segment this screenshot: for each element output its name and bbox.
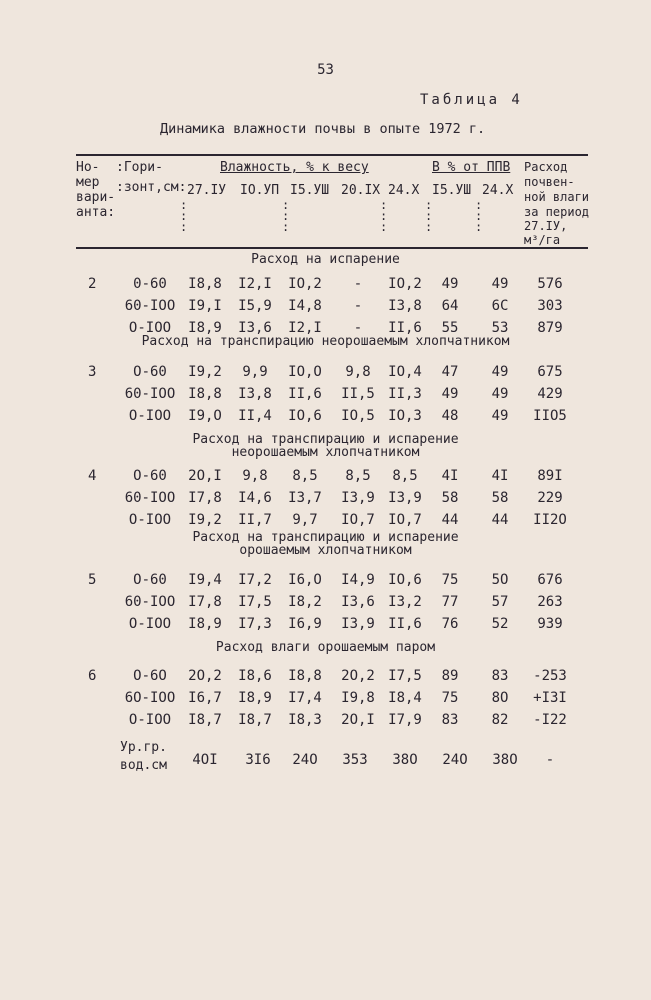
header-variant-2: мер	[76, 175, 100, 190]
value-cell: I3,6	[238, 320, 272, 336]
value-cell: -	[353, 320, 363, 336]
value-cell: 8,5	[292, 468, 318, 484]
value-cell: I8,9	[188, 320, 222, 336]
value-cell: 576	[537, 276, 563, 292]
value-cell: I3,9	[341, 616, 375, 632]
value-cell: I7,8	[188, 594, 222, 610]
value-cell: 2O,2	[341, 668, 375, 684]
header-consumption-2: почвен-	[524, 175, 575, 189]
horizon-cell: O-IOO	[128, 712, 172, 728]
horizon-cell: 60-IOO	[124, 386, 176, 402]
header-separator: : : :	[380, 198, 388, 234]
value-cell: I8,8	[188, 386, 222, 402]
value-cell: I7,3	[238, 616, 272, 632]
value-cell: I8,3	[288, 712, 322, 728]
value-cell: I3,9	[341, 490, 375, 506]
horizon-cell: 60-IOO	[124, 490, 176, 506]
groundwater-value: 3I6	[245, 752, 271, 768]
value-cell: I9,2	[188, 364, 222, 380]
horizon-cell: 60-IOO	[124, 298, 176, 314]
value-cell: I4,9	[341, 572, 375, 588]
value-cell: 58	[441, 490, 459, 506]
table-label: Таблица 4	[420, 92, 523, 108]
variant-number: 4	[88, 468, 97, 484]
value-cell: I7,5	[238, 594, 272, 610]
value-cell: 76	[441, 616, 459, 632]
value-cell: I4,6	[238, 490, 272, 506]
value-cell: IO,5	[341, 408, 375, 424]
value-cell: I8,9	[188, 616, 222, 632]
value-cell: 44	[441, 512, 459, 528]
header-variant-3: вари-	[76, 190, 116, 205]
value-cell: I9,8	[341, 690, 375, 706]
value-cell: 83	[441, 712, 459, 728]
value-cell: IO,4	[388, 364, 422, 380]
value-cell: 6C	[491, 298, 509, 314]
groundwater-value: 38O	[392, 752, 418, 768]
value-cell: II,7	[238, 512, 272, 528]
header-consumption-4: за период	[524, 205, 590, 219]
value-cell: 9,8	[345, 364, 371, 380]
value-cell: 8O	[491, 690, 509, 706]
value-cell: 49	[441, 386, 459, 402]
value-cell: II2O	[533, 512, 567, 528]
value-cell: I7,4	[288, 690, 322, 706]
header-separator: : : :	[425, 198, 433, 234]
value-cell: 57	[491, 594, 509, 610]
value-cell: II,3	[388, 386, 422, 402]
horizon-cell: O-IOO	[128, 320, 172, 336]
section-title: Расход на транспирацию и испарение	[192, 432, 459, 447]
value-cell: I3,8	[238, 386, 272, 402]
horizon-cell: O-IOO	[128, 616, 172, 632]
value-cell: 4I	[491, 468, 509, 484]
value-cell: 9,9	[242, 364, 268, 380]
value-cell: 77	[441, 594, 459, 610]
value-cell: I5,9	[238, 298, 272, 314]
value-cell: II,6	[288, 386, 322, 402]
header-horizon-1: :Гори-	[116, 160, 163, 175]
value-cell: 82	[491, 712, 509, 728]
header-separator: : : :	[180, 198, 188, 234]
value-cell: -	[353, 298, 363, 314]
value-cell: 58	[491, 490, 509, 506]
value-cell: IO,7	[341, 512, 375, 528]
value-cell: 49	[491, 276, 509, 292]
value-cell: 75	[441, 572, 459, 588]
value-cell: I3,9	[388, 490, 422, 506]
horizon-cell: O-60	[133, 364, 167, 380]
header-consumption-1: Расход	[524, 160, 568, 174]
value-cell: 44	[491, 512, 509, 528]
value-cell: I6,9	[288, 616, 322, 632]
value-cell: II,6	[388, 320, 422, 336]
value-cell: II,6	[388, 616, 422, 632]
groundwater-value: 24O	[292, 752, 318, 768]
value-cell: 8,5	[345, 468, 371, 484]
section-title: Расход на транспирацию и испарение	[192, 530, 459, 545]
section-title: Расход на транспирацию неорошаемым хлопчатником	[141, 334, 510, 349]
value-cell: I9,4	[188, 572, 222, 588]
header-variant-4: анта:	[76, 205, 116, 220]
groundwater-value: -	[545, 752, 555, 768]
variant-number: 6	[88, 668, 97, 684]
value-cell: I8,7	[188, 712, 222, 728]
value-cell: I9,2	[188, 512, 222, 528]
value-cell: 47	[441, 364, 459, 380]
header-moisture-group: Влажность, % к весу	[220, 160, 369, 175]
value-cell: I4,8	[288, 298, 322, 314]
value-cell: 83	[491, 668, 509, 684]
header-separator: : : :	[475, 198, 483, 234]
value-cell: I8,8	[188, 276, 222, 292]
header-separator: : : :	[282, 198, 290, 234]
value-cell: 675	[537, 364, 563, 380]
header-date-4: 20.IX	[341, 183, 381, 198]
header-ppv-group: В % от ППВ	[432, 160, 511, 175]
footer-label-2: вод.см	[120, 758, 167, 773]
value-cell: 9,8	[242, 468, 268, 484]
header-consumption-5: 27.IУ,	[524, 219, 568, 233]
value-cell: I8,8	[288, 668, 322, 684]
horizon-cell: 6O-IOO	[124, 690, 176, 706]
value-cell: IO,3	[388, 408, 422, 424]
value-cell: 53	[491, 320, 509, 336]
value-cell: I7,5	[388, 668, 422, 684]
variant-number: 2	[88, 276, 97, 292]
horizon-cell: 60-IOO	[124, 594, 176, 610]
value-cell: I6,O	[288, 572, 322, 588]
value-cell: I7,8	[188, 490, 222, 506]
value-cell: +I3I	[533, 690, 567, 706]
value-cell: IO,6	[388, 572, 422, 588]
value-cell: IO,O	[288, 364, 322, 380]
value-cell: I2,I	[288, 320, 322, 336]
table-title: Динамика влажности почвы в опыте 1972 г.	[160, 121, 486, 137]
value-cell: I3,2	[388, 594, 422, 610]
horizon-cell: O-IOO	[128, 408, 172, 424]
value-cell: I9,I	[188, 298, 222, 314]
value-cell: 55	[441, 320, 459, 336]
header-consumption-6: м³/га	[524, 233, 561, 247]
groundwater-value: 38O	[492, 752, 518, 768]
value-cell: I9,O	[188, 408, 222, 424]
value-cell: I7,2	[238, 572, 272, 588]
value-cell: 48	[441, 408, 459, 424]
horizon-cell: O-60	[133, 468, 167, 484]
value-cell: I8,4	[388, 690, 422, 706]
header-date-1: 27.IУ	[187, 183, 227, 198]
groundwater-value: 4OI	[192, 752, 218, 768]
value-cell: IIO5	[533, 408, 567, 424]
header-date-3: I5.УШ	[290, 183, 330, 198]
header-top-rule	[76, 154, 588, 156]
header-horizon-2: :зонт,см:	[116, 180, 187, 195]
value-cell: IO,6	[288, 408, 322, 424]
horizon-cell: O-6O	[133, 668, 167, 684]
value-cell: IO,2	[288, 276, 322, 292]
value-cell: 429	[537, 386, 563, 402]
value-cell: 49	[491, 408, 509, 424]
value-cell: II,5	[341, 386, 375, 402]
value-cell: I7,9	[388, 712, 422, 728]
groundwater-value: 353	[342, 752, 368, 768]
header-ppv-date-2: 24.X	[482, 183, 514, 198]
value-cell: 8,5	[392, 468, 418, 484]
section-title: орошаемым хлопчатником	[239, 543, 412, 558]
value-cell: 879	[537, 320, 563, 336]
value-cell: IO,7	[388, 512, 422, 528]
value-cell: 4I	[441, 468, 459, 484]
value-cell: 49	[441, 276, 459, 292]
value-cell: 229	[537, 490, 563, 506]
value-cell: 64	[441, 298, 459, 314]
value-cell: 263	[537, 594, 563, 610]
value-cell: 5O	[491, 572, 509, 588]
header-date-2: IO.УП	[240, 183, 280, 198]
value-cell: -I22	[533, 712, 567, 728]
value-cell: 9,7	[292, 512, 318, 528]
value-cell: 89I	[537, 468, 563, 484]
value-cell: I8,7	[238, 712, 272, 728]
header-variant-1: Но-	[76, 160, 100, 175]
value-cell: 89	[441, 668, 459, 684]
horizon-cell: O-IOO	[128, 512, 172, 528]
value-cell: 75	[441, 690, 459, 706]
value-cell: I8,2	[288, 594, 322, 610]
value-cell: 2O,2	[188, 668, 222, 684]
horizon-cell: O-60	[133, 572, 167, 588]
value-cell: 676	[537, 572, 563, 588]
value-cell: -253	[533, 668, 567, 684]
header-ppv-date-1: I5.УШ	[432, 183, 472, 198]
header-bottom-rule	[76, 247, 588, 249]
value-cell: 52	[491, 616, 509, 632]
value-cell: 939	[537, 616, 563, 632]
value-cell: 2O,I	[188, 468, 222, 484]
variant-number: 5	[88, 572, 97, 588]
value-cell: 49	[491, 386, 509, 402]
variant-number: 3	[88, 364, 97, 380]
section-title: неорошаемым хлопчатником	[231, 445, 420, 460]
value-cell: I3,8	[388, 298, 422, 314]
header-consumption-3: ной влаги	[524, 190, 590, 204]
value-cell: IO,2	[388, 276, 422, 292]
header-date-5: 24.X	[388, 183, 420, 198]
value-cell: I6,7	[188, 690, 222, 706]
section-title: Расход на испарение	[251, 252, 400, 267]
footer-label-1: Ур.гр.	[120, 740, 167, 755]
value-cell: 2O,I	[341, 712, 375, 728]
value-cell: I3,6	[341, 594, 375, 610]
value-cell: I3,7	[288, 490, 322, 506]
value-cell: I8,6	[238, 668, 272, 684]
page-number: 53	[317, 62, 334, 78]
horizon-cell: 0-60	[133, 276, 167, 292]
section-title: Расход влаги орошаемым паром	[215, 640, 436, 655]
value-cell: I8,9	[238, 690, 272, 706]
value-cell: 303	[537, 298, 563, 314]
value-cell: II,4	[238, 408, 272, 424]
value-cell: -	[353, 276, 363, 292]
value-cell: I2,I	[238, 276, 272, 292]
groundwater-value: 24O	[442, 752, 468, 768]
value-cell: 49	[491, 364, 509, 380]
